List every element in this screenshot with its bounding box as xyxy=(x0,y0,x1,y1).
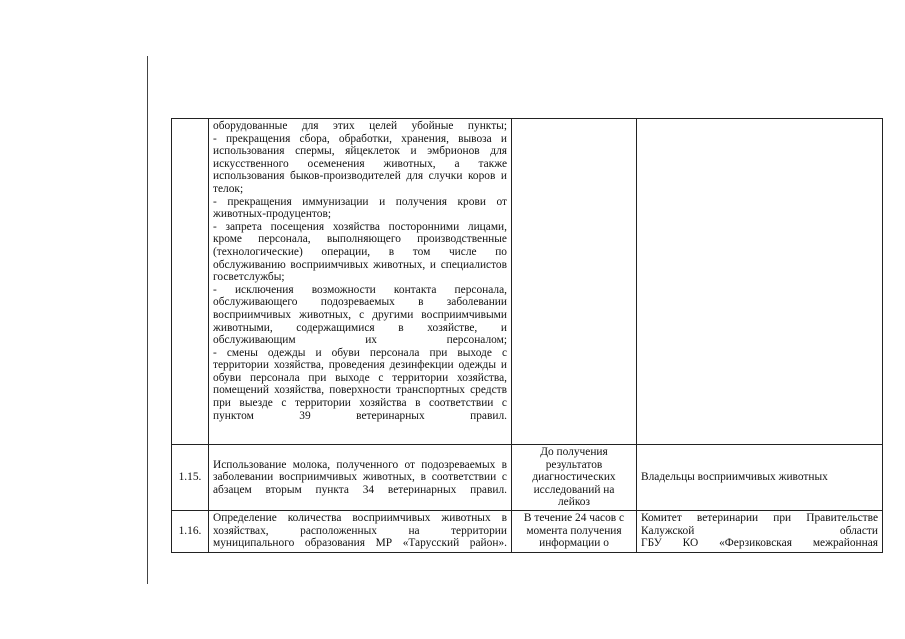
measure-line: муниципального образования МР «Тарусский район». xyxy=(213,537,507,550)
measure-line: использования быков-производителей для случки коров и xyxy=(213,170,507,183)
measure-line: обслуживанию восприимчивых животных, и специалистов xyxy=(213,258,507,271)
measure-line: оборудованные для этих целей убойные пункты; xyxy=(213,120,507,132)
measure-cell xyxy=(209,119,512,445)
row-number-cell xyxy=(172,119,209,445)
responsible-cell xyxy=(637,119,883,445)
responsible-line: Калужской области xyxy=(641,524,878,537)
table-row xyxy=(172,511,883,553)
measure-line: обуви персонала при выходе с территории хозяйства, xyxy=(213,371,507,384)
row-number-cell: 1.16. xyxy=(172,511,209,553)
measure-line: пунктом 39 ветеринарных правил. xyxy=(213,409,507,422)
measure-line: искусственного осеменения животных, а также xyxy=(213,157,507,170)
term-line: информации о xyxy=(539,537,609,550)
term-cell xyxy=(512,119,637,445)
measure-line: хозяйствах, расположенных на территории xyxy=(213,524,507,537)
measure-line: госветслужбы; xyxy=(213,271,285,284)
measure-line: восприимчивых животных, с другими восприимчивыми xyxy=(213,308,507,321)
measure-line: - прекращения иммунизации и получения крови от xyxy=(213,195,507,208)
table-row xyxy=(172,445,883,511)
term-line: диагностических xyxy=(532,471,616,484)
measure-cell xyxy=(209,511,512,553)
measures-table xyxy=(171,118,883,553)
measure-line: при выезде с территории хозяйства в соответствии с xyxy=(213,397,507,410)
binding-margin-line xyxy=(147,56,148,584)
measure-line: использования спермы, яйцеклеток и эмбрионов для xyxy=(213,145,507,158)
measure-line: - смены одежды и обуви персонала при выходе с xyxy=(213,346,507,359)
measure-line: Использование молока, полученного от подозреваемых в xyxy=(213,458,507,471)
responsible-line: Комитет ветеринарии при Правительстве xyxy=(641,512,878,524)
measure-line: - исключения возможности контакта персонала, xyxy=(213,283,507,296)
measure-line: помещений хозяйства, поверхности транспортных средств xyxy=(213,384,507,397)
table-row xyxy=(172,119,883,445)
measure-line: обслуживающим их персоналом; xyxy=(213,334,507,347)
measure-line: - запрета посещения хозяйства посторонними лицами, xyxy=(213,220,507,233)
measure-line: животными, содержащимися в хозяйстве, и xyxy=(213,321,507,334)
term-cell xyxy=(512,445,637,511)
measure-line: кроме персонала, выполняющего производственные xyxy=(213,233,507,246)
term-line: В течение 24 часов с xyxy=(523,512,625,524)
measure-cell xyxy=(209,445,512,511)
responsible-line: ГБУ КО «Ферзиковская межрайонная xyxy=(641,537,878,550)
measure-line: обслуживающего подозреваемых в заболевании xyxy=(213,296,507,309)
measure-line: животных-продуцентов; xyxy=(213,208,331,221)
term-line: До получения xyxy=(540,446,608,459)
table-body xyxy=(172,119,883,553)
term-line: лейкоз xyxy=(558,496,590,509)
term-line: момента получения xyxy=(526,524,622,537)
responsible-line: Владельцы восприимчивых животных xyxy=(641,471,828,484)
measure-line: территории хозяйства, проведения дезинфекции одежды и xyxy=(213,359,507,372)
measure-line: - прекращения сбора, обработки, хранения, вывоза и xyxy=(213,132,507,145)
term-line: результатов xyxy=(545,458,603,471)
measure-line: абзацем вторым пункта 34 ветеринарных правил. xyxy=(213,483,507,496)
term-cell xyxy=(512,511,637,553)
measure-line: заболевании восприимчивых животных, в соответствии с xyxy=(213,471,507,484)
responsible-cell xyxy=(637,445,883,511)
row-number-cell: 1.15. xyxy=(172,445,209,511)
term-line: исследований на xyxy=(533,483,615,496)
measure-line: Определение количества восприимчивых животных в xyxy=(213,512,507,524)
responsible-cell xyxy=(637,511,883,553)
measure-line: (технологические) операции, в том числе по xyxy=(213,245,507,258)
measure-line: телок; xyxy=(213,182,244,195)
